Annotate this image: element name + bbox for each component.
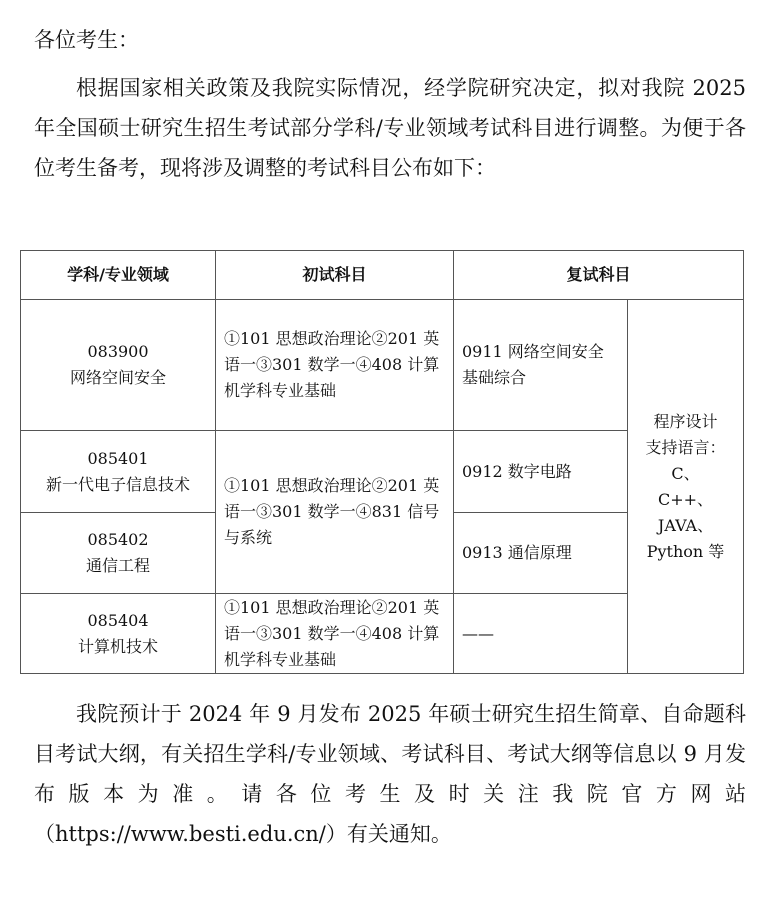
- retest-subject: ——: [454, 594, 628, 674]
- discipline-cell: [21, 431, 216, 513]
- language-note-line: C、: [671, 463, 700, 483]
- language-note-line: Python 等: [646, 541, 725, 561]
- discipline-code: 085402: [87, 530, 149, 549]
- preliminary-subjects: ①101 思想政治理论②201 英语一③301 数学一④831 信号与系统: [216, 431, 454, 594]
- preliminary-subjects: ①101 思想政治理论②201 英语一③301 数学一④408 计算机学科专业基础: [216, 300, 454, 431]
- table-header-row: [21, 251, 744, 300]
- discipline-cell: [21, 594, 216, 674]
- language-note-line: 支持语言：: [645, 437, 726, 457]
- greeting: 各位考生：: [34, 28, 139, 52]
- language-note-line: JAVA、: [657, 515, 714, 535]
- closing-paragraph: 我院预计于 2024 年 9 月发布 2025 年硕士研究生招生简章、自命题科目考试大纲，有关招生学科/专业领域、考试科目、考试大纲等信息以 9 月发布版本为准。请各位考生及时关注我院官方网站（https://www.besti.edu.cn/）有关通知。: [34, 702, 746, 846]
- discipline-code: 085401: [87, 448, 149, 468]
- language-note-line: 程序设计: [653, 411, 718, 431]
- table-row: [21, 300, 744, 431]
- header-retest: 复试科目: [454, 251, 744, 300]
- intro-paragraph: 根据国家相关政策及我院实际情况，经学院研究决定，拟对我院 2025 年全国硕士研究生招生考试部分学科/专业领域考试科目进行调整。为便于各位考生备考，现将涉及调整的考试科目公布如下：: [34, 76, 746, 180]
- discipline-cell: [21, 513, 216, 594]
- language-note-line: C++、: [657, 489, 714, 509]
- discipline-name: 通信工程: [85, 556, 150, 575]
- retest-subject: 0911 网络空间安全基础综合: [454, 300, 628, 431]
- exam-subjects-table: [20, 250, 744, 674]
- preliminary-subjects: ①101 思想政治理论②201 英语一③301 数学一④408 计算机学科专业基础: [216, 594, 454, 674]
- discipline-code: 085404: [87, 610, 149, 630]
- retest-subject: 0912 数字电路: [454, 431, 628, 513]
- discipline-name: 计算机技术: [77, 636, 158, 656]
- discipline-name: 新一代电子信息技术: [45, 474, 190, 494]
- retest-subject: 0913 通信原理: [454, 513, 628, 594]
- discipline-cell: [21, 300, 216, 431]
- discipline-code: 083900: [87, 342, 149, 361]
- header-discipline: 学科/专业领域: [21, 251, 216, 300]
- header-preliminary: 初试科目: [216, 251, 454, 300]
- discipline-name: 网络空间安全: [69, 368, 166, 387]
- language-note: [628, 300, 744, 674]
